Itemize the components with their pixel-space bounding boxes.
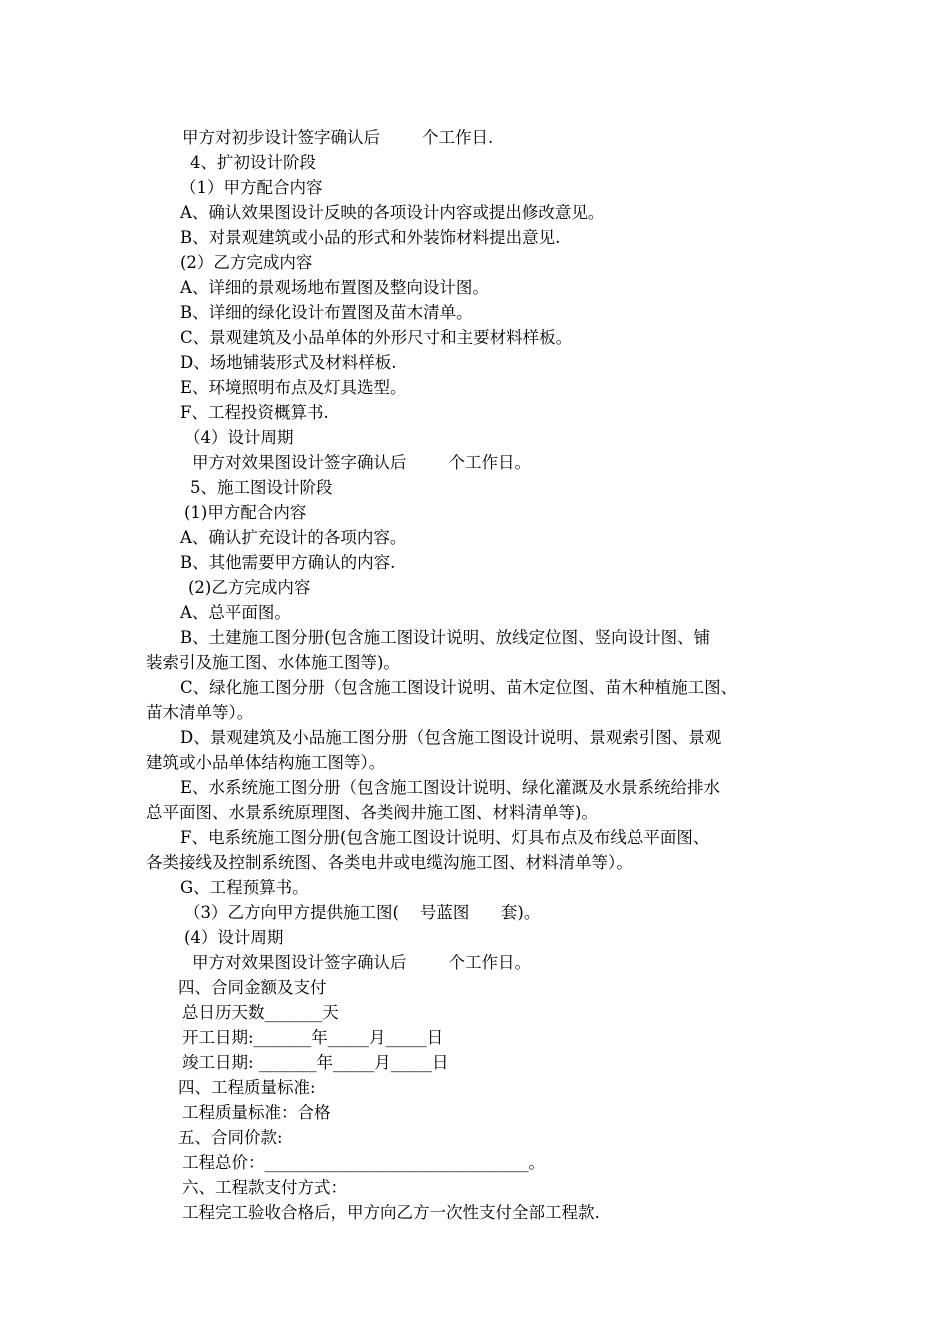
list-item: D、场地铺装形式及材料样板. — [180, 353, 397, 372]
text-line: （3）乙方向甲方提供施工图( 号蓝图 套)。 — [184, 903, 541, 922]
list-item-continued: 总平面图、水景系统原理图、各类阀井施工图、材料清单等)。 — [146, 803, 598, 822]
list-item: B、土建施工图分册(包含施工图设计说明、放线定位图、竖向设计图、铺 — [180, 628, 711, 647]
section-heading: 5、施工图设计阶段 — [190, 478, 333, 497]
list-item: G、工程预算书。 — [180, 878, 309, 897]
subsection-heading: （1）甲方配合内容 — [180, 178, 323, 197]
form-line: 总日历天数_______天 — [182, 1003, 339, 1022]
list-item: F、电系统施工图分册(包含施工图设计说明、灯具布点及布线总平面图、 — [180, 828, 710, 847]
list-item: B、详细的绿化设计布置图及苗木清单。 — [180, 303, 473, 322]
list-item: C、绿化施工图分册（包含施工图设计说明、苗木定位图、苗木种植施工图、 — [180, 678, 738, 697]
list-item-continued: 苗木清单等）。 — [146, 703, 254, 722]
list-item: B、对景观建筑或小品的形式和外装饰材料提出意见. — [180, 228, 561, 247]
list-item: D、景观建筑及小品施工图分册（包含施工图设计说明、景观索引图、景观 — [180, 728, 722, 747]
text-line: 工程完工验收合格后，甲方向乙方一次性支付全部工程款. — [182, 1203, 600, 1222]
text-line: 甲方对效果图设计签字确认后 个工作日。 — [192, 953, 531, 972]
form-line: 开工日期:_______年_____月_____日 — [182, 1028, 444, 1047]
list-item-continued: 装索引及施工图、水体施工图等)。 — [146, 653, 400, 672]
list-item-continued: 各类接线及控制系统图、各类电井或电缆沟施工图、材料清单等）。 — [146, 853, 633, 872]
form-line: 竣工日期: _______年_____月_____日 — [182, 1053, 449, 1072]
list-item: F、工程投资概算书. — [180, 403, 329, 422]
section-heading: 4、扩初设计阶段 — [190, 153, 316, 172]
list-item: B、其他需要甲方确认的内容. — [180, 553, 396, 572]
list-item: C、景观建筑及小品单体的外形尺寸和主要材料样板。 — [180, 328, 573, 347]
list-item: A、确认扩充设计的各项内容。 — [180, 528, 407, 547]
list-item: A、详细的景观场地布置图及整向设计图。 — [180, 278, 489, 297]
section-heading: 四、合同金额及支付 — [178, 978, 327, 997]
list-item-continued: 建筑或小品单体结构施工图等）。 — [146, 753, 386, 772]
list-item: E、水系统施工图分册（包含施工图设计说明、绿化灌溉及水景系统给排水 — [180, 778, 721, 797]
form-line: 工程总价：________________________________。 — [182, 1153, 545, 1172]
subsection-heading: (2)乙方完成内容 — [188, 578, 311, 597]
list-item: A、总平面图。 — [180, 603, 291, 622]
text-line: 工程质量标准：合格 — [182, 1103, 331, 1122]
subsection-heading: （4）设计周期 — [184, 428, 294, 447]
section-heading: 五、合同价款: — [178, 1128, 283, 1147]
subsection-heading: (4）设计周期 — [184, 928, 284, 947]
list-item: A、确认效果图设计反映的各项设计内容或提出修改意见。 — [180, 203, 605, 222]
section-heading: 六、工程款支付方式： — [182, 1178, 347, 1197]
text-line: 甲方对效果图设计签字确认后 个工作日。 — [192, 453, 531, 472]
section-heading: 四、工程质量标准: — [178, 1078, 316, 1097]
subsection-heading: (2）乙方完成内容 — [180, 253, 313, 272]
subsection-heading: (1)甲方配合内容 — [184, 503, 307, 522]
list-item: E、环境照明布点及灯具选型。 — [180, 378, 407, 397]
text-line: 甲方对初步设计签字确认后 个工作日. — [182, 128, 494, 147]
